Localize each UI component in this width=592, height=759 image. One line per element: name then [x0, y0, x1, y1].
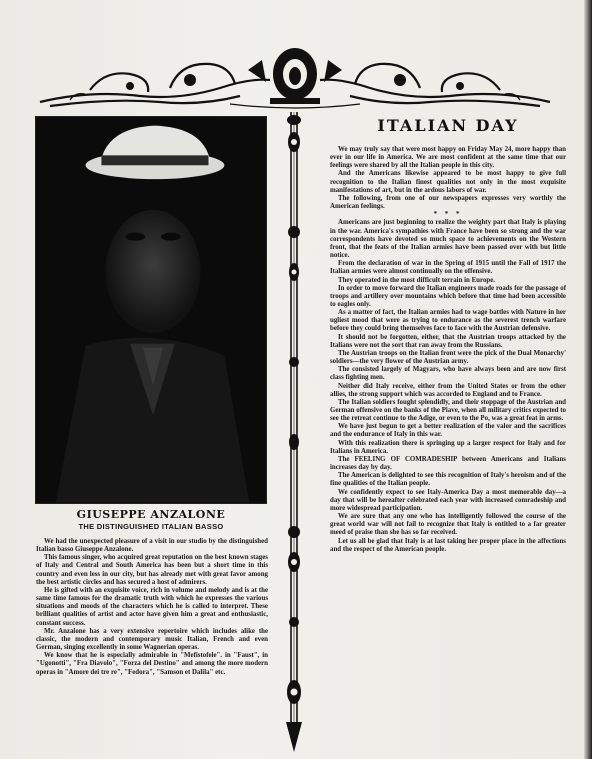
right-paragraph: Neither did Italy receive, either from the United States or from the other allies, the strong support which was accorded to England and to France. [330, 382, 566, 398]
right-paragraph: We may truly say that were most happy on Friday May 24, more happy than ever in our life in America. We are most confident at the same time that our feelings were shared by all the Italian people in this city. [330, 146, 566, 170]
left-paragraph: We know that he is especially admirable in "Mefistofele". in "Faust", in "Ugonotti", "Fra Diavolo", "Forza del Destino" and among the more modern operas in "Amore dei tre re", "Fedora", "Samson et Dalila" etc. [36, 652, 268, 676]
right-paragraph: In order to move forward the Italian engineers made roads for the passage of troops and artillery over mountains which before that time had been accessible to eagles only. [330, 284, 566, 308]
ornamental-header-icon [30, 40, 560, 112]
photo-caption-title: THE DISTINGUISHED ITALIAN BASSO [78, 522, 224, 531]
right-paragraph: Americans are just beginning to realize the weighty part that Italy is playing in the war. America's sympathies with France have been so strong and the war correspondents have devoted so much space to achievements on the Western front, that the feats of the Italian armies have been passed over with but little notice. [330, 219, 566, 260]
right-paragraph: The Austrian troops on the Italian front were the pick of the Dual Monarchy' soldiers—the very flower of the Austrian army. [330, 349, 566, 366]
right-paragraph: The consisted largely of Magyars, who have always been and are now first class fighting men. [330, 366, 566, 382]
article-title: ITALIAN DAY [377, 116, 519, 135]
left-article-body [36, 538, 268, 677]
right-paragraph: With this realization there is springing up a larger respect for Italy and for Italians in America. [330, 439, 566, 455]
right-paragraph: They operated in the most difficult terrain in Europe. [338, 276, 496, 284]
right-paragraph: The American is delighted to see this recognition of Italy's heroism and of the fine qualities of the Italian people. [330, 472, 566, 488]
portrait-photo [35, 116, 267, 504]
left-paragraph: We had the unexpected pleasure of a visit in our studio by the distinguished Italian basso Giuseppe Anzalone. [36, 538, 268, 554]
page-edge-shadow [584, 0, 592, 759]
right-paragraph: As a matter of fact, the Italian armies had to wage battles with Nature in her ugliest mood that were as trying to endurance as the severest trench warfare before they could bring themselves face to face with the Austrian defensive. [330, 309, 566, 333]
left-paragraph: This famous singer, who acquired great reputation on the best known stages of Italy and Central and South America has been but a short time in this country and even less in our city, but has already met with great favor among the best artistic circles and has secured a host of admirers. [36, 554, 268, 586]
right-paragraph: From the declaration of war in the Spring of 1915 until the Fall of 1917 the Italian armies were almost continually on the offensive. [330, 260, 566, 276]
ornamental-divider-icon [282, 112, 306, 752]
right-article-body [330, 146, 566, 554]
right-paragraph: It should not be forgotten, either, that the Austrian troops attacked by the Italians were not the sort that ran away from the Russians. [330, 333, 566, 349]
right-paragraph: The Italian soldiers fought splendidly, and their stoppage of the Austrian and German offensive on the banks of the Piave, when all military critics expected to see the retreat continue to the Adige, or even to the Po, was a great feat in arms. [330, 398, 566, 423]
left-paragraph: He is gifted with an exquisite voice, rich in volume and melody and is at the same time famous for the dramatic truth with which he expresses the various situations and moods of the characters which he is called to interpret. These brilliant qualities of artist and actor have given him a great and enthusiastic, constant success. [36, 586, 268, 627]
right-paragraph: Let us all be glad that Italy is at last taking her proper place in the affections and the respect of the American people. [330, 537, 566, 553]
section-separator: * * * [433, 211, 463, 219]
right-paragraph: The following, from one of our newspapers expresses very worthly the American feelings. [330, 194, 566, 211]
portrait-image [36, 117, 266, 503]
right-paragraph: We are sure that any one who has intelligently followed the course of the great world war will not fail to recognize that Italy is entitled to a far greater meed of praise than she has so far received. [330, 513, 566, 537]
left-paragraph: Mr. Anzalone has a very extensive repertoire which includes alike the classic, the modern and contemporary music Italian, French and even German, singing excellently in some Wagnerian operas. [36, 627, 268, 652]
right-paragraph: And the Americans likewise appeared to be most happy to give full recognition to the Italian finest qualities not only in the most exquisite manifestations of art, but in the ardous labors of war. [330, 170, 566, 194]
right-paragraph: We have just begun to get a better realization of the valor and the sacrifices and the endurance of Italy in this war. [330, 423, 566, 439]
right-paragraph: We confidently expect to see Italy-America Day a most memorable day—a day that will be hereafter celebrated each year with increased comradeship and more widespread participation. [330, 488, 566, 512]
photo-caption-name: GIUSEPPE ANZALONE [76, 508, 226, 521]
right-paragraph: The FEELING OF COMRADESHIP between Americans and Italians increases day by day. [330, 455, 566, 472]
